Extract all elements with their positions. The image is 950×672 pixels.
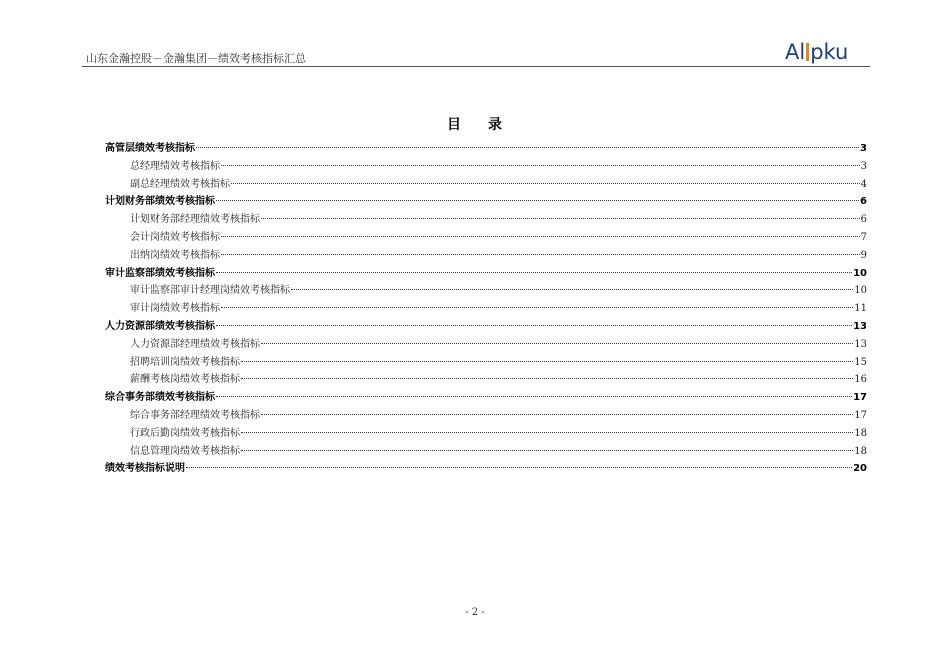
toc-entry-title: 副总经理绩效考核指标 — [130, 178, 230, 190]
header-divider — [82, 66, 870, 67]
toc-entry-page: 4 — [860, 178, 867, 190]
toc-entry-page: 18 — [854, 445, 867, 457]
toc-entry-page: 7 — [860, 231, 867, 243]
logo-bar-mark — [806, 43, 809, 61]
toc-dot-leader — [241, 361, 853, 362]
toc-dot-leader — [196, 147, 859, 148]
toc-entry-page: 11 — [854, 303, 867, 315]
toc-heading — [0, 114, 950, 134]
toc-dot-leader — [216, 272, 852, 273]
toc-dot-leader — [216, 396, 852, 397]
toc-entry-page: 6 — [860, 196, 867, 208]
toc-section-entry[interactable] — [105, 318, 867, 336]
toc-subsection-entry[interactable] — [105, 247, 867, 265]
toc-section-entry[interactable] — [105, 460, 867, 478]
toc-section-entry[interactable] — [105, 389, 867, 407]
toc-entry-title: 高管层绩效考核指标 — [105, 143, 195, 154]
toc-dot-leader — [241, 378, 853, 379]
toc-dot-leader — [221, 307, 853, 308]
toc-entry-title: 计划财务部绩效考核指标 — [105, 196, 215, 208]
toc-entry-title: 综合事务部绩效考核指标 — [105, 392, 215, 404]
toc-entry-title: 薪酬考核岗绩效考核指标 — [130, 374, 240, 386]
toc-entry-title: 审计岗绩效考核指标 — [130, 303, 220, 315]
toc-entry-title: 综合事务部经理绩效考核指标 — [130, 409, 260, 421]
toc-entry-page: 17 — [854, 409, 867, 421]
toc-section-entry[interactable] — [105, 265, 867, 283]
toc-dot-leader — [291, 289, 853, 290]
toc-entry-page: 10 — [854, 285, 867, 297]
toc-entry-page: 20 — [853, 463, 867, 475]
toc-section-entry[interactable] — [105, 193, 867, 211]
toc-subsection-entry[interactable] — [105, 371, 867, 389]
toc-subsection-entry[interactable] — [105, 229, 867, 247]
toc-subsection-entry[interactable] — [105, 336, 867, 354]
toc-entry-page: 10 — [853, 267, 867, 279]
toc-subsection-entry[interactable] — [105, 158, 867, 176]
toc-entry-page: 18 — [854, 427, 867, 439]
page-number: - 2 - — [465, 607, 485, 618]
toc-heading-left: 目 — [447, 117, 462, 133]
logo-text-left: Al — [785, 40, 806, 64]
toc-dot-leader — [241, 450, 853, 451]
toc-entry-title: 总经理绩效考核指标 — [130, 160, 220, 172]
toc-entry-title: 人力资源部绩效考核指标 — [105, 320, 215, 332]
toc-entry-page: 13 — [854, 338, 867, 350]
toc-entry-title: 出纳岗绩效考核指标 — [130, 249, 220, 261]
toc-dot-leader — [261, 218, 860, 219]
toc-dot-leader — [261, 343, 853, 344]
toc-dot-leader — [221, 165, 860, 166]
toc-entry-page: 15 — [854, 356, 867, 368]
toc-subsection-entry[interactable] — [105, 282, 867, 300]
toc-subsection-entry[interactable] — [105, 354, 867, 372]
toc-subsection-entry[interactable] — [105, 407, 867, 425]
toc-dot-leader — [186, 467, 852, 468]
table-of-contents — [105, 140, 867, 478]
toc-dot-leader — [241, 432, 853, 433]
toc-entry-title: 审计监察部审计经理岗绩效考核指标 — [130, 285, 290, 297]
toc-subsection-entry[interactable] — [105, 443, 867, 461]
toc-subsection-entry[interactable] — [105, 211, 867, 229]
toc-entry-page: 3 — [860, 143, 867, 154]
toc-entry-page: 6 — [860, 214, 867, 226]
toc-dot-leader — [261, 414, 853, 415]
toc-dot-leader — [231, 183, 860, 184]
toc-entry-title: 信息管理岗绩效考核指标 — [130, 445, 240, 457]
toc-subsection-entry[interactable] — [105, 176, 867, 194]
toc-dot-leader — [216, 200, 859, 201]
toc-entry-title: 会计岗绩效考核指标 — [130, 231, 220, 243]
toc-entry-title: 计划财务部经理绩效考核指标 — [130, 214, 260, 226]
toc-entry-page: 3 — [860, 160, 867, 172]
toc-entry-page: 17 — [853, 392, 867, 404]
toc-entry-page: 9 — [860, 249, 867, 261]
toc-entry-title: 招聘培训岗绩效考核指标 — [130, 356, 240, 368]
toc-dot-leader — [221, 236, 860, 237]
document-header-title: 山东金瀚控股－金瀚集团－绩效考核指标汇总 — [86, 52, 306, 65]
company-logo — [785, 40, 875, 64]
toc-entry-page: 16 — [854, 374, 867, 386]
toc-entry-title: 人力资源部经理绩效考核指标 — [130, 338, 260, 350]
toc-dot-leader — [221, 254, 860, 255]
toc-dot-leader — [216, 325, 852, 326]
logo-text-right: pku — [810, 40, 849, 64]
toc-subsection-entry[interactable] — [105, 300, 867, 318]
toc-heading-right: 录 — [488, 117, 503, 133]
toc-entry-page: 13 — [853, 320, 867, 332]
toc-section-entry[interactable] — [105, 140, 867, 158]
toc-entry-title: 绩效考核指标说明 — [105, 463, 185, 475]
toc-entry-title: 行政后勤岗绩效考核指标 — [130, 427, 240, 439]
toc-entry-title: 审计监察部绩效考核指标 — [105, 267, 215, 279]
toc-subsection-entry[interactable] — [105, 425, 867, 443]
